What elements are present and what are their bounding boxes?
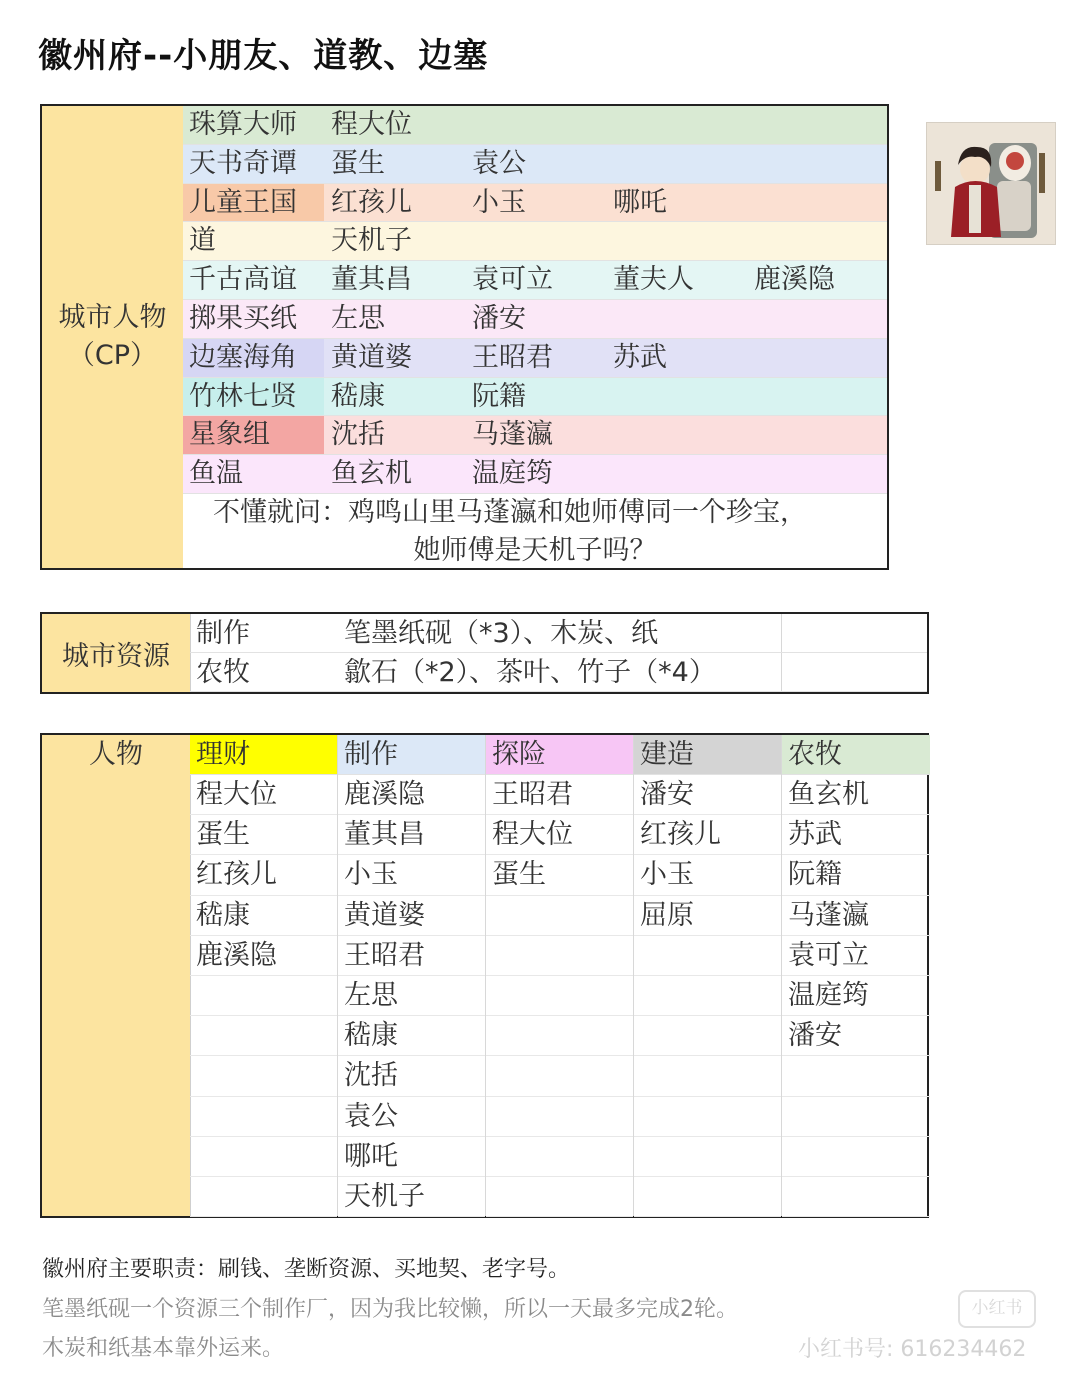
cp-member: 沈括 [331, 419, 385, 451]
role-header: 建造 [634, 735, 781, 775]
empty-cell [634, 1177, 781, 1217]
cp-member: 鹿溪隐 [754, 264, 835, 296]
empty-cell [782, 1137, 930, 1177]
resource-value: 笔墨纸砚（*3）、木炭、纸 [344, 618, 659, 649]
resource-row [190, 653, 927, 692]
empty-cell [634, 1056, 781, 1096]
cp-member: 程大位 [331, 109, 412, 140]
role-column [190, 735, 338, 1216]
cp-row [183, 300, 887, 339]
empty-cell [486, 1137, 633, 1177]
cp-member: 阮籍 [472, 380, 526, 412]
empty-cell [190, 1056, 337, 1096]
role-column [338, 735, 486, 1216]
cp-row [183, 106, 887, 145]
role-column [782, 735, 930, 1216]
cp-category: 竹林七贤 [183, 378, 324, 416]
cp-rows [183, 106, 887, 494]
resource-table-label: 城市资源 [42, 614, 191, 692]
role-member: 屈原 [634, 896, 781, 936]
role-member: 小玉 [338, 855, 485, 895]
role-member: 程大位 [486, 815, 633, 855]
role-header: 探险 [486, 735, 633, 775]
role-member: 嵇康 [338, 1016, 485, 1056]
role-member: 程大位 [190, 775, 337, 815]
empty-cell [634, 1097, 781, 1137]
cp-member: 左思 [331, 302, 385, 334]
role-member: 左思 [338, 976, 485, 1016]
cp-category: 星象组 [183, 416, 324, 454]
people-table [40, 733, 929, 1218]
cp-member: 董夫人 [613, 264, 694, 296]
role-member: 马蓬瀛 [782, 896, 930, 936]
role-header: 理财 [190, 735, 337, 775]
empty-cell [190, 1137, 337, 1177]
role-member: 鹿溪隐 [190, 936, 337, 976]
people-table-label: 人物 [89, 739, 143, 770]
role-member: 哪吒 [338, 1137, 485, 1177]
cp-category: 天书奇谭 [183, 145, 324, 183]
role-member: 红孩儿 [634, 815, 781, 855]
role-member: 王昭君 [486, 775, 633, 815]
role-member: 董其昌 [338, 815, 485, 855]
cp-member: 天机子 [331, 225, 412, 257]
empty-cell [486, 936, 633, 976]
footer-line-2: 笔墨纸砚一个资源三个制作厂，因为我比较懒，所以一天最多完成2轮。 [42, 1297, 738, 1322]
empty-cell [486, 896, 633, 936]
cp-row [183, 261, 887, 300]
watermark-logo: 小红书 [958, 1290, 1036, 1328]
role-header: 农牧 [782, 735, 930, 775]
cp-member: 温庭筠 [472, 458, 553, 490]
role-column [634, 735, 782, 1216]
cp-row [183, 416, 887, 455]
page-title: 徽州府--小朋友、道教、边塞 [38, 36, 489, 76]
cp-row [183, 339, 887, 378]
role-member: 温庭筠 [782, 976, 930, 1016]
cp-category: 千古高谊 [183, 261, 324, 299]
cp-row [183, 222, 887, 261]
empty-cell [486, 1056, 633, 1096]
role-member: 蛋生 [190, 815, 337, 855]
empty-cell [486, 1016, 633, 1056]
role-member: 袁可立 [782, 936, 930, 976]
role-header: 制作 [338, 735, 485, 775]
character-avatar-image [926, 122, 1056, 245]
role-member: 红孩儿 [190, 855, 337, 895]
resource-row [190, 614, 927, 653]
cp-row [183, 184, 887, 223]
cp-label-line2: （CP） [67, 340, 158, 371]
cp-member: 苏武 [613, 341, 667, 373]
cp-member: 嵇康 [331, 380, 385, 412]
empty-cell [782, 1056, 930, 1096]
empty-cell [486, 1097, 633, 1137]
cp-table-label [42, 106, 184, 568]
role-member: 王昭君 [338, 936, 485, 976]
cp-category: 儿童王国 [183, 184, 324, 222]
empty-cell [634, 936, 781, 976]
empty-cell [486, 976, 633, 1016]
cp-category: 道 [183, 222, 324, 260]
cp-note-line1: 不懂就问：鸡鸣山里马蓬瀛和她师傅同一个珍宝， [213, 497, 807, 528]
empty-cell [190, 1097, 337, 1137]
cp-row [183, 145, 887, 184]
cp-category: 掷果买纸 [183, 300, 324, 338]
cp-member: 哪吒 [613, 186, 667, 218]
cp-member: 袁可立 [472, 264, 553, 296]
empty-cell [782, 1097, 930, 1137]
role-member: 袁公 [338, 1097, 485, 1137]
resource-value: 歙石（*2）、茶叶、竹子（*4） [344, 657, 716, 688]
role-member: 小玉 [634, 855, 781, 895]
role-member: 黄道婆 [338, 896, 485, 936]
role-member: 阮籍 [782, 855, 930, 895]
watermark-id: 小红书号: 616234462 [798, 1337, 1027, 1362]
cp-row [183, 378, 887, 417]
role-member: 蛋生 [486, 855, 633, 895]
role-column [486, 735, 634, 1216]
cp-note [183, 494, 887, 568]
cp-table [40, 104, 889, 570]
role-member: 苏武 [782, 815, 930, 855]
cp-member: 马蓬瀛 [472, 419, 553, 451]
cp-member: 黄道婆 [331, 341, 412, 373]
cp-member: 潘安 [472, 302, 526, 334]
role-member: 天机子 [338, 1177, 485, 1217]
empty-cell [781, 614, 782, 652]
role-member: 潘安 [634, 775, 781, 815]
cp-member: 袁公 [472, 147, 526, 179]
resource-table [40, 612, 929, 694]
cp-member: 小玉 [472, 186, 526, 218]
cp-category: 珠算大师 [183, 106, 324, 144]
empty-cell [782, 1177, 930, 1217]
empty-cell [190, 1016, 337, 1056]
role-member: 鹿溪隐 [338, 775, 485, 815]
empty-cell [634, 1016, 781, 1056]
cp-category: 鱼温 [183, 455, 324, 493]
cp-category: 边塞海角 [183, 339, 324, 377]
cp-note-line2: 她师傅是天机子吗？ [413, 535, 657, 566]
cp-member: 红孩儿 [331, 186, 412, 218]
footer-line-3: 木炭和纸基本靠外运来。 [42, 1336, 285, 1361]
empty-cell [190, 976, 337, 1016]
cp-member: 董其昌 [331, 264, 412, 296]
role-member: 鱼玄机 [782, 775, 930, 815]
footer-line-1: 徽州府主要职责：刷钱、垄断资源、买地契、老字号。 [42, 1257, 571, 1282]
resource-category: 制作 [196, 618, 250, 649]
resource-category: 农牧 [196, 657, 250, 688]
cp-member: 鱼玄机 [331, 458, 412, 490]
people-table-label-cell [42, 735, 191, 1216]
empty-cell [190, 1177, 337, 1217]
cp-row [183, 455, 887, 494]
cp-member: 蛋生 [331, 147, 385, 179]
empty-cell [486, 1177, 633, 1217]
role-member: 沈括 [338, 1056, 485, 1096]
role-member: 嵇康 [190, 896, 337, 936]
role-member: 潘安 [782, 1016, 930, 1056]
cp-member: 王昭君 [472, 341, 553, 373]
cp-label-line1: 城市人物 [58, 302, 167, 333]
empty-cell [781, 653, 782, 691]
empty-cell [634, 976, 781, 1016]
empty-cell [634, 1137, 781, 1177]
